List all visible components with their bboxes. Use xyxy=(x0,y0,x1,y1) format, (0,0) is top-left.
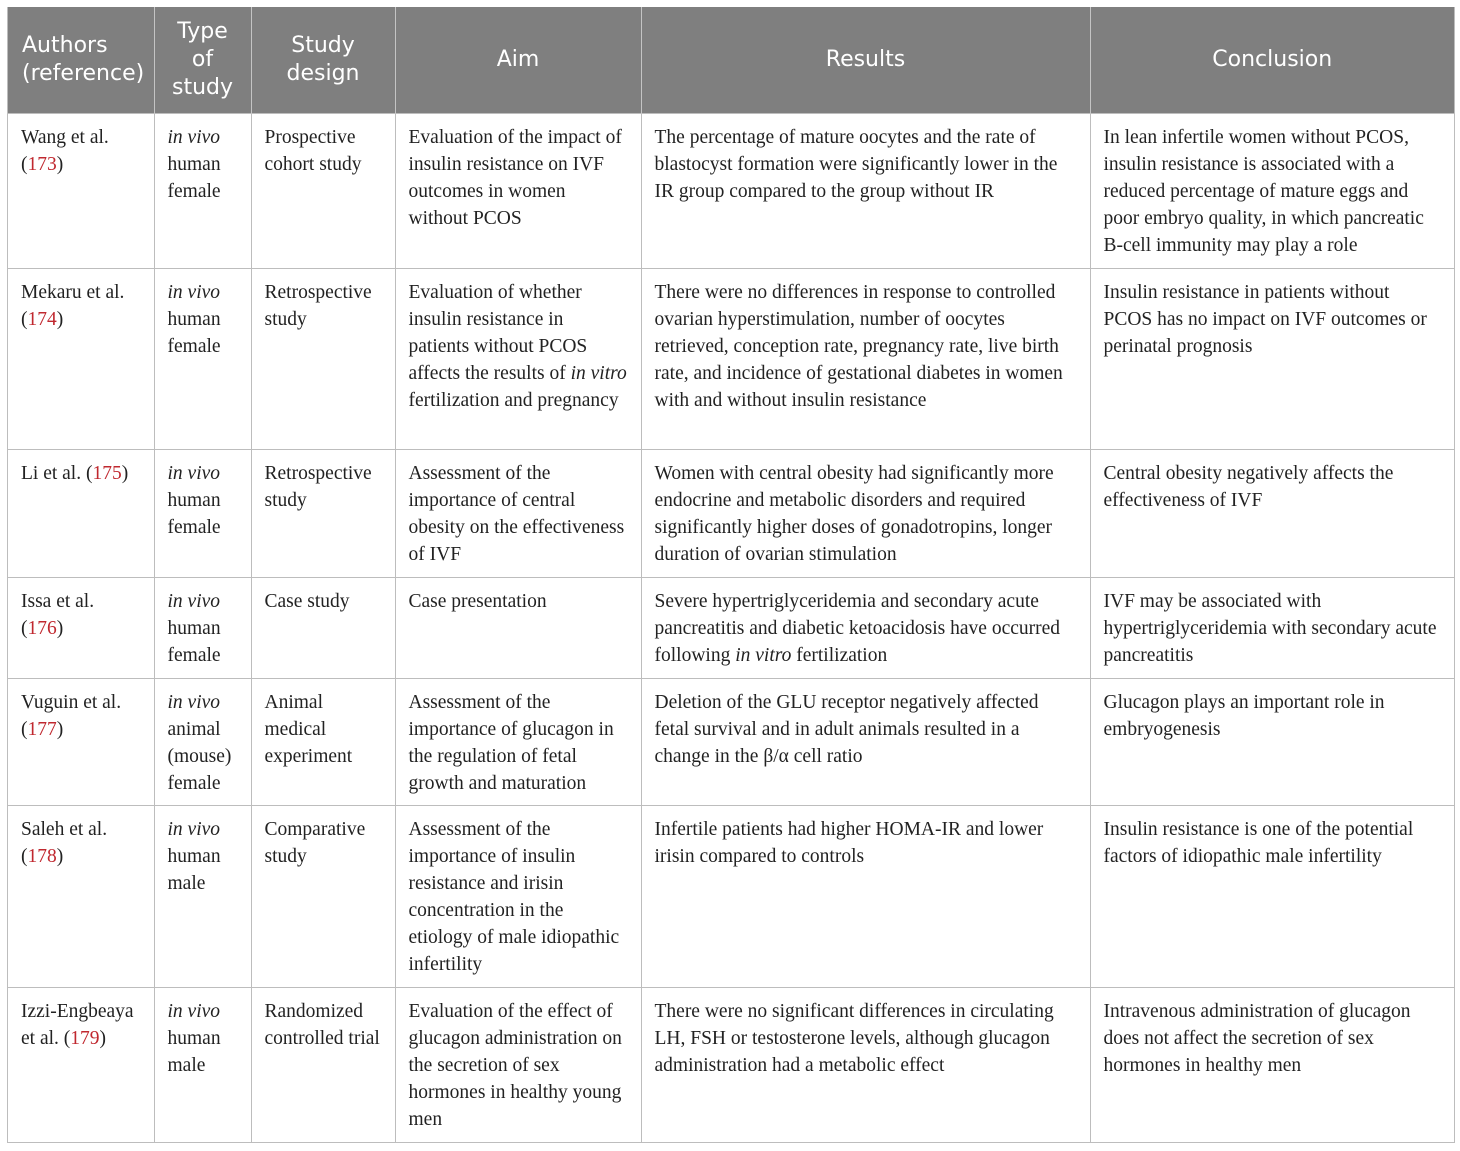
table-row xyxy=(8,679,1454,806)
results-cell: The percentage of mature oocytes and the rate of blastocyst formation were significantly lower in the IR group compared to the group without IR xyxy=(641,114,1090,269)
reference-link[interactable]: 177 xyxy=(27,719,57,740)
aim-cell: Assessment of the importance of insulin resistance and irisin concentration in the etiology of male idiopathic infertility xyxy=(395,806,641,988)
author-paren: ) xyxy=(56,618,64,639)
type-method: in vivo xyxy=(167,819,221,840)
conclusion-cell: Intravenous administration of glucagon does not affect the secretion of sex hormones in healthy men xyxy=(1090,988,1454,1143)
type-method: in vivo xyxy=(167,1001,221,1022)
type-subject: human xyxy=(167,490,221,511)
table-row xyxy=(8,114,1454,269)
design-cell: Comparative study xyxy=(251,806,395,988)
author-cell xyxy=(8,269,154,450)
type-subject: animal (mouse) xyxy=(167,719,232,767)
header-conclusion: Conclusion xyxy=(1090,7,1454,114)
type-cell xyxy=(154,679,251,806)
aim-italic: in vitro xyxy=(570,363,627,384)
type-cell xyxy=(154,450,251,578)
header-design: Study design xyxy=(251,7,395,114)
reference-link[interactable]: 179 xyxy=(70,1028,100,1049)
header-type: Type of study xyxy=(154,7,251,114)
results-cell: Deletion of the GLU receptor negatively affected fetal survival and in adult animals resulted in a change in the β/α cell ratio xyxy=(641,679,1090,806)
results-cell: There were no differences in response to controlled ovarian hyperstimulation, number of oocytes retrieved, conception rate, pregnancy rate, live birth rate, and incidence of gestational diabetes in women with and without insulin resistance xyxy=(641,269,1090,450)
results-cell: Infertile patients had higher HOMA-IR and lower irisin compared to controls xyxy=(641,806,1090,988)
author-name: Saleh et al. ( xyxy=(21,819,108,867)
table-row xyxy=(8,578,1454,679)
conclusion-cell: In lean infertile women without PCOS, insulin resistance is associated with a reduced percentage of mature eggs and poor embryo quality, in which pancreatic B-cell immunity may play a role xyxy=(1090,114,1454,269)
table-row xyxy=(8,269,1454,450)
table-row xyxy=(8,450,1454,578)
design-cell: Prospective cohort study xyxy=(251,114,395,269)
type-method: in vivo xyxy=(167,463,221,484)
type-cell xyxy=(154,988,251,1143)
author-name: Vuguin et al. ( xyxy=(21,692,122,740)
type-cell xyxy=(154,806,251,988)
type-cell xyxy=(154,269,251,450)
author-name: Wang et al. ( xyxy=(21,127,109,175)
results-text: Severe hypertriglyceridemia and secondary acute pancreatitis and diabetic ketoacidosis have occurred following xyxy=(654,591,1061,666)
aim-cell: Assessment of the importance of central obesity on the effectiveness of IVF xyxy=(395,450,641,578)
aim-cell: Case presentation xyxy=(395,578,641,679)
conclusion-cell: Central obesity negatively affects the effectiveness of IVF xyxy=(1090,450,1454,578)
author-cell xyxy=(8,679,154,806)
author-paren: ) xyxy=(56,719,64,740)
conclusion-cell: Insulin resistance is one of the potential factors of idiopathic male infertility xyxy=(1090,806,1454,988)
header-authors: Authors (reference) xyxy=(8,7,154,114)
author-cell xyxy=(8,578,154,679)
reference-link[interactable]: 175 xyxy=(92,463,122,484)
results-italic: in vitro xyxy=(735,645,792,666)
reference-link[interactable]: 173 xyxy=(27,154,57,175)
author-name: Li et al. ( xyxy=(21,463,93,484)
conclusion-cell: Insulin resistance in patients without PCOS has no impact on IVF outcomes or perinatal prognosis xyxy=(1090,269,1454,450)
conclusion-cell: IVF may be associated with hypertriglyceridemia with secondary acute pancreatitis xyxy=(1090,578,1454,679)
author-paren: ) xyxy=(56,846,64,867)
author-paren: ) xyxy=(56,309,64,330)
author-paren: ) xyxy=(56,154,64,175)
studies-table xyxy=(8,7,1454,1143)
aim-text: Evaluation of whether insulin resistance in patients without PCOS affects the results of xyxy=(408,282,588,384)
author-cell xyxy=(8,806,154,988)
type-subject: human xyxy=(167,1028,221,1049)
reference-link[interactable]: 174 xyxy=(27,309,57,330)
results-cell xyxy=(641,578,1090,679)
author-paren: ) xyxy=(121,463,129,484)
type-subject: human xyxy=(167,309,221,330)
results-cell: Women with central obesity had significantly more endocrine and metabolic disorders and required significantly higher doses of gonadotropins, longer duration of ovarian stimulation xyxy=(641,450,1090,578)
conclusion-cell: Glucagon plays an important role in embryogenesis xyxy=(1090,679,1454,806)
type-sex: male xyxy=(167,873,206,894)
aim-cell: Assessment of the importance of glucagon in the regulation of fetal growth and maturation xyxy=(395,679,641,806)
type-sex: female xyxy=(167,181,221,202)
table-row xyxy=(8,988,1454,1143)
design-cell: Randomized controlled trial xyxy=(251,988,395,1143)
type-method: in vivo xyxy=(167,692,221,713)
author-name: Issa et al. ( xyxy=(21,591,95,639)
aim-text: fertilization and pregnancy xyxy=(408,390,619,411)
type-sex: female xyxy=(167,645,221,666)
type-method: in vivo xyxy=(167,127,221,148)
header-results: Results xyxy=(641,7,1090,114)
type-method: in vivo xyxy=(167,591,221,612)
type-sex: male xyxy=(167,1055,206,1076)
author-name: Izzi-Engbeaya et al. ( xyxy=(21,1001,134,1049)
type-subject: human xyxy=(167,154,221,175)
type-sex: female xyxy=(167,517,221,538)
study-table-container xyxy=(7,7,1455,1143)
aim-cell xyxy=(395,269,641,450)
type-subject: human xyxy=(167,618,221,639)
header-row xyxy=(8,7,1454,114)
type-sex: female xyxy=(167,336,221,357)
design-cell: Case study xyxy=(251,578,395,679)
results-cell: There were no significant differences in circulating LH, FSH or testosterone levels, although glucagon administration had a metabolic effect xyxy=(641,988,1090,1143)
design-cell: Retrospective study xyxy=(251,269,395,450)
design-cell: Retrospective study xyxy=(251,450,395,578)
header-aim: Aim xyxy=(395,7,641,114)
results-text: fertilization xyxy=(791,645,888,666)
type-cell xyxy=(154,578,251,679)
author-cell xyxy=(8,988,154,1143)
author-name: Mekaru et al. ( xyxy=(21,282,125,330)
type-method: in vivo xyxy=(167,282,221,303)
author-cell xyxy=(8,450,154,578)
table-row xyxy=(8,806,1454,988)
reference-link[interactable]: 178 xyxy=(27,846,57,867)
design-cell: Animal medical experiment xyxy=(251,679,395,806)
author-paren: ) xyxy=(99,1028,107,1049)
type-cell xyxy=(154,114,251,269)
type-sex: female xyxy=(167,773,221,794)
reference-link[interactable]: 176 xyxy=(27,618,57,639)
aim-cell: Evaluation of the effect of glucagon administration on the secretion of sex hormones in healthy young men xyxy=(395,988,641,1143)
aim-cell: Evaluation of the impact of insulin resistance on IVF outcomes in women without PCOS xyxy=(395,114,641,269)
author-cell xyxy=(8,114,154,269)
type-subject: human xyxy=(167,846,221,867)
